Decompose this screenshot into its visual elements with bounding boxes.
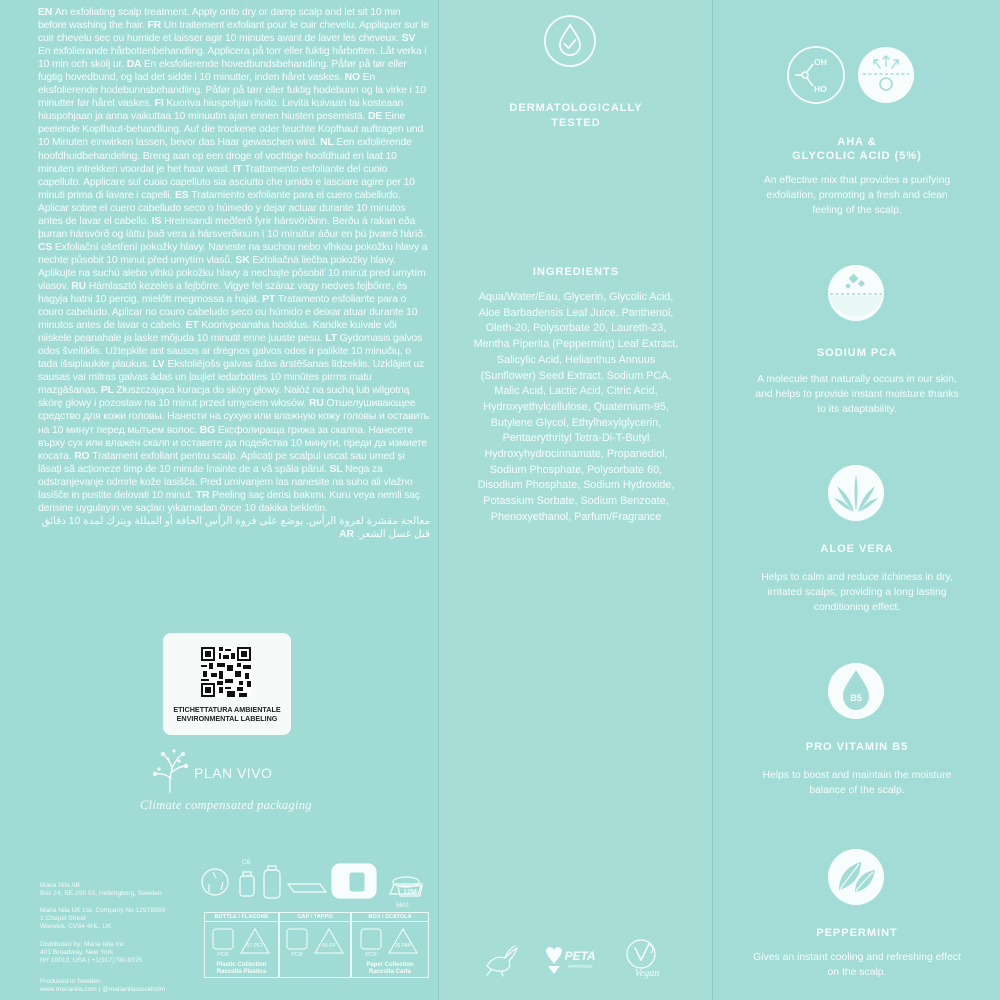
recycling-col-box: BOX / SCATOLA PCR 20 PAP Paper Collection Raccolta Carta [351,912,429,978]
address-maria-nila-uk: Maria Nila UK Ltd, Company No 12978659 1 Chapel Street Warwick, CV34 4HL, UK [40,907,165,930]
feature-aha-title-2: GLYCOLIC ACID (5%) [792,150,922,162]
usage-text: Gydomasis galvos odos šveitiklis. Užtepkite ant sausos ar drėgnos galvos odos ir palikite 10 minučių, o tada išsiplaukite plaukus. [38,333,423,371]
svg-text:OH: OH [814,57,827,67]
recycle-bottle-icon [211,927,273,959]
language-code: SK [235,254,253,266]
glycolic-exfoliation-icon [855,44,917,106]
cb-label: CB [242,860,251,866]
usage-text: Peeling saç derisi bakımı. Kuru veya nemli saç derisine uygulayın ve saçları yıkamadan önce 10 dakika bekletin. [38,489,420,514]
recycling-table [204,912,430,978]
language-code: AR [339,528,354,540]
svg-text:Vegan: Vegan [634,968,660,979]
usage-ar [38,515,430,541]
vegan-badge-icon [621,936,665,980]
language-code: TR [195,489,213,501]
vitamin-b5-icon [825,660,887,722]
svg-text:07 PET: 07 PET [246,943,264,949]
usage-text: Exfoliační ošetření pokožky hlavy. Naneste na suchou nebo vlhkou pokožku hlavy a nechte působit 10 minut před umytím vlasů. [38,241,428,266]
aha-molecule-icon [785,44,847,106]
svg-text:B5: B5 [850,693,862,703]
language-code: ET [185,320,202,332]
qr-code-icon[interactable] [201,647,251,697]
usage-text: En eksfolierende hodebunnsbehandling. Påfør på tørr eller fuktig hodebunn og la virke i 10 minutter før håret vaskes. [38,72,426,110]
aloe-vera-icon [825,462,887,524]
usage-text: En exfolierande hårbottenbehandling. Applicera på torr eller fuktig hårbotten. Låt verka i 10 min och skölj ur. [38,46,427,71]
feature-aloe-vera [713,542,1000,615]
language-code: NO [344,72,363,84]
language-code: IT [232,163,245,175]
ingredients-list: Aqua/Water/Eau, Glycerin, Glycolic Acid, Aloe Barbadensis Leaf Juice, Panthenol, Oleth-20, Polysorbate 20, Laureth-23, Mentha Piperita (Peppermint) Leaf Extract, Salicylic Acid, Helianthus Annuus (Sunflower) Seed Extract, Sodium PCA, Malic Acid, Lactic Acid, Citric Acid, Hydroxyethylcellulose, Quaternium-95, Butylene Glycol, Ethylhexylglycerin, Pentaerythrityl Tetra-Di-T-Butyl Hydroxyhydrocinnamate, Propanediol, Sodium Phosphate, Polysorbate 60, Disodium Phosphate, Sodium Hydroxide, Potassium Sorbate, Sodium Benzoate, Phenoxyethanol, Parfum/Fragrance [473,291,679,523]
usage-text: Złuszczająca kuracja do skóry głowy. Nałóż na suchą lub wilgotną skórę głowy i pozostaw na 10 minut przed umyciem włosów. [38,385,410,410]
version-code: 5601 [396,903,410,909]
usage-text: An exfoliating scalp treatment. Apply onto dry or damp scalp and let sit 10 min before washing the hair. [38,7,401,32]
language-code: SL [329,463,345,475]
multilingual-usage-text [38,6,430,541]
feature-vitamin-b5-desc: Helps to boost and maintain the moisture balance of the scalp. [762,770,952,796]
svg-text:PCR: PCR [365,952,377,958]
usage-text: Exfoliačná liečba pokožky hlavy. Aplikujte na suchú alebo vlhkú pokožku hlavy a nechajte pôsobiť 10 minút pred umytím vlasov. [38,254,426,292]
usage-text: Eine peelende Kopfhaut-behandlung. Auf die trockene oder feuchte Kopfhaut auftragen und 10 Minuten einwirken lassen, bevor das Haar gewaschen wird. [38,111,424,149]
usage-text: Kuoriva hiuspohjan hoito. Levitä kuivaan tai kosteaan hiuspohjaan ja anna vaikuttaa 10 minuutin ajan ennen hiusten pesemistä. [38,98,404,123]
feature-aloe-vera-title: ALOE VERA [820,543,894,555]
svg-text:PCR: PCR [217,952,229,958]
feature-aha-desc: An effective mix that provides a purifying exfoliation, promoting a fresh and clean feeling of the scalp. [763,175,951,216]
language-code: PT [262,294,278,306]
svg-text:PETA: PETA [564,949,596,963]
usage-text: معالجة مقشرة لفروة الرأس. يوضع على فروة الرأس الجافة أو المبللة ويترك لمدة 10 دقائق قبل غسل الشعر. [41,515,430,540]
feature-aha [713,135,1000,218]
language-code: RU [71,280,89,292]
address-maria-nila-inc: Distributed by: Maria Nila Inc 401 Broadway, New York NY 10013, USA | +1(917)790-9375 [40,941,143,964]
language-code: LV [152,359,168,371]
plan-vivo-tree-icon [150,746,190,794]
usage-text: Een exfoliërende hoofdhuidbehandeling. Breng aan op een droge of vochtige hoofdhuid en laat 10 minuten intrekken voordat je het haar wast. [38,137,412,175]
usage-text: En eksfolierende hovedbundsbehandling. Påfør på tør eller fugtig hovedbund, og lad det sidde i 10 minutter, inden håret vaskes. [38,59,407,84]
feature-vitamin-b5 [713,740,1000,798]
usage-text: Un traitement exfoliant pour le cuir chevelu. Appliquer sur le cuir chevelu sec ou humide et laisser agir 10 minutes avant de laver les cheveux. [38,20,429,45]
language-code: FR [147,20,164,32]
language-code: LT [325,333,340,345]
usage-text: Отшелушивающее средство для кожи головы. Нанести на сухую или влажную кожу головы и оставить на 10 минут перед мытьем волос. [38,398,430,436]
derm-title-2: TESTED [551,117,601,129]
feature-peppermint [713,926,1000,980]
language-code: NL [320,137,337,149]
language-code: FI [154,98,167,110]
svg-text:12M: 12M [403,889,417,896]
feature-peppermint-title: PEPPERMINT [816,927,898,939]
address-produced: Produced in Sweden www.marianila.com | @marianilastockholm [40,978,166,993]
language-code: CS [38,241,55,253]
usage-text: Eksfoliējošs galvas ādas ārstēšanas līdzeklis. Uzklājiet uz sausas vai mitras galvas ādas un ļaujiet iedarboties 10 minūtes pirms matu mazgāšanas. [38,359,425,397]
language-code: RU [308,398,327,410]
language-code: IS [151,215,165,227]
right-panel [712,0,1000,1000]
svg-text:APPROVED: APPROVED [567,964,593,969]
language-code: SV [401,33,416,45]
peppermint-leaf-icon [825,846,887,908]
environmental-label-en: ENVIRONMENTAL LABELING [176,714,278,723]
peta-approved-icon [542,940,598,978]
dermatologically-tested-icon [543,14,597,68]
language-code: PL [100,385,117,397]
feature-sodium-pca [713,346,1000,417]
ingredients-title: INGREDIENTS [532,266,620,278]
usage-text: Tratament exfoliant pentru scalp. Aplicați pe scalpul uscat sau umed și lăsați să acționeze timp de 10 minute înainte de a vă spăla părul. [38,450,405,475]
recycling-col-cap: CAP / TAPPO PCR 05 PP [279,912,351,978]
language-code: DA [126,59,144,71]
leaping-bunny-icon [481,940,521,978]
pao-12m-icon [395,880,425,900]
usage-text: Ексфолираща грижа за скалпа. Нанесете върху сух или влажен скалп и оставете да подейства 10 минути, преди да измиете косата. [38,424,428,462]
svg-text:HO: HO [814,84,827,94]
usage-text: Trattamento esfoliante del cuoio capelluto. Applicare sul cuoio capelluto sia asciutto che umido e lasciare agire per 10 minuti prima di lavare i capelli. [38,163,415,201]
svg-text:PCR: PCR [291,952,303,958]
language-code: EN [38,7,55,18]
environmental-label-card[interactable] [163,633,291,735]
plan-vivo-name: PLAN VIVO [194,765,273,781]
derm-title-1: DERMATOLOGICALLY [509,102,643,114]
usage-text: Koorivpeanaha hooldus. Kandke kuivale või niiskele peanahale ja laske mõjuda 10 minutit enne juuste pesu. [38,320,397,345]
center-panel [438,0,712,1000]
svg-text:05 PP: 05 PP [322,943,336,949]
feature-sodium-pca-desc: A molecule that naturally occurs in our skin, and helps to provide instant moisture thanks to its adaptability. [755,374,959,415]
address-maria-nila-ab: Maria Nila AB Box 24, SE-250 53, Helsingborg, Sweden [40,882,162,897]
language-code: BG [199,424,218,436]
recycling-pictograms [200,858,426,904]
language-code: DE [368,111,385,123]
sodium-pca-icon [825,262,887,324]
usage-text: Nega za odstranjevanje odmrle kože lasišča. Pred umivanjem las nanesite na suho ali vlažno lasišče in pustite delovati 10 minut. [38,463,413,501]
recycling-col-bottle: BOTTLE / FLACONE PCR 07 PET Plastic Collection Raccolta Plastica [204,912,279,978]
environmental-label-it: ETICHETTATURA AMBIENTALE [173,705,281,714]
usage-text: Hámlasztó kezelés a fejbőrre. Vigye fel száraz vagy nedves fejbőrre, és hagyja hatni 10 percig, mielőtt megmossa a haját. [38,280,408,306]
feature-aloe-vera-desc: Helps to calm and reduce itchiness in dry, irritated scalps, providing a long lasting conditioning effect. [761,572,953,613]
usage-text: Tratamiento exfoliante para el cuero cabelludo. Aplicar sobre el cuero cabelludo seco o húmedo y dejar actuar durante 10 minutos antes de lavar el cabello. [38,189,406,227]
feature-aha-title-1: AHA & [837,136,877,148]
usage-text: Hreinsandi meðferð fyrir hársvörðinn. Berðu á rakan eða þurran hársvörð og láttu það vera á hársverðinum í 10 mínútur áður en þú þværð hárið. [38,215,426,240]
left-panel [0,0,438,1000]
svg-text:20 PAP: 20 PAP [394,943,412,949]
climate-tagline: Climate compensated packaging [140,798,312,812]
recycle-cap-icon [285,927,347,959]
usage-text: Tratamento esfoliante para o couro cabeludo. Aplicar no couro cabeludo seco ou húmido e deixar atuar durante 10 minutos antes de lavar o cabelo. [38,294,418,332]
language-code: ES [174,189,192,201]
recycle-box-icon [359,927,421,959]
feature-sodium-pca-title: SODIUM PCA [816,347,898,359]
language-code: RO [74,450,93,462]
feature-vitamin-b5-title: PRO VITAMIN B5 [805,741,909,753]
feature-peppermint-desc: Gives an instant cooling and refreshing effect on the scalp. [753,952,961,978]
